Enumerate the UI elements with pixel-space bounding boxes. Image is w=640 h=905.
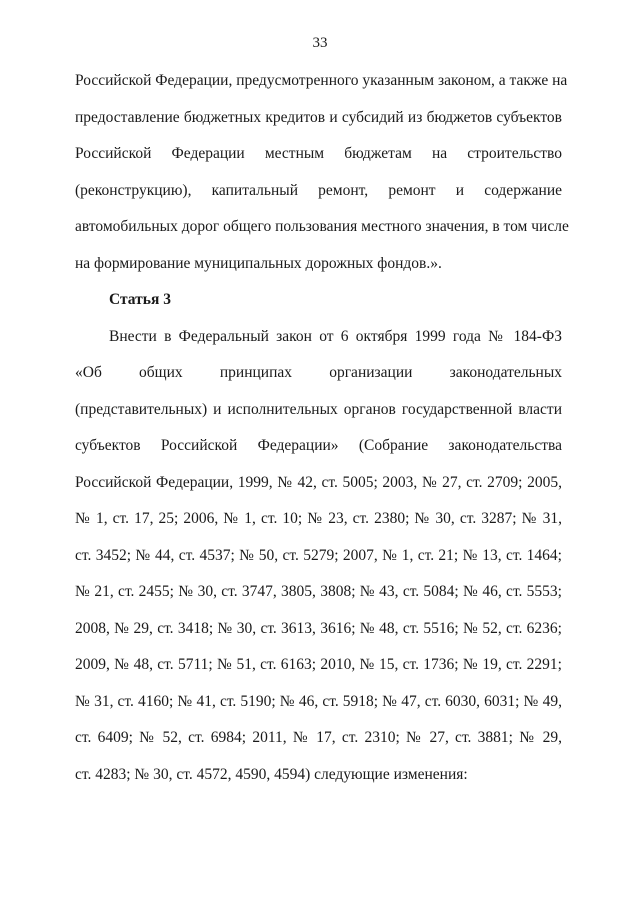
document-body xyxy=(75,71,569,801)
text-line: № 21, ст. 2455; № 30, ст. 3747, 3805, 3808; № 43, ст. 5084; № 46, ст. 5553; xyxy=(75,583,562,600)
text-line: ст. 6409; № 52, ст. 6984; 2011, № 17, ст. 2310; № 27, ст. 3881; № 29, xyxy=(75,729,562,746)
paragraph-amendments xyxy=(75,327,562,802)
paragraph-continued xyxy=(75,71,569,290)
text-line: Российской Федерации, 1999, № 42, ст. 5005; 2003, № 27, ст. 2709; 2005, xyxy=(75,473,562,491)
text-line: на формирование муниципальных дорожных фондов.». xyxy=(75,254,442,272)
text-line: 2008, № 29, ст. 3418; № 30, ст. 3613, 3616; № 48, ст. 5516; № 52, ст. 6236; xyxy=(75,619,562,637)
text-line: (представительных) и исполнительных органов государственной власти xyxy=(75,400,562,418)
text-line: автомобильных дорог общего пользования местного значения, в том числе xyxy=(75,218,569,235)
text-line: предоставление бюджетных кредитов и субсидий из бюджетов субъектов xyxy=(75,108,562,126)
article-heading: Статья 3 xyxy=(109,291,171,308)
text-line: субъектов Российской Федерации» (Собрание законодательства xyxy=(75,437,562,454)
text-line: ст. 4283; № 30, ст. 4572, 4590, 4594) следующие изменения: xyxy=(75,765,468,783)
text-line: 2009, № 48, ст. 5711; № 51, ст. 6163; 2010, № 15, ст. 1736; № 19, ст. 2291; xyxy=(75,656,562,673)
text-line: № 31, ст. 4160; № 41, ст. 5190; № 46, ст. 5918; № 47, ст. 6030, 6031; № 49, xyxy=(75,692,562,710)
text-line: № 1, ст. 17, 25; 2006, № 1, ст. 10; № 23, ст. 2380; № 30, ст. 3287; № 31, xyxy=(75,510,562,527)
text-line: (реконструкцию), капитальный ремонт, ремонт и содержание xyxy=(75,181,562,199)
text-line: Российской Федерации, предусмотренного указанным законом, а также на xyxy=(75,72,568,89)
text-line: «Об общих принципах организации законодательных xyxy=(75,364,562,381)
text-line: Российской Федерации местным бюджетам на строительство xyxy=(75,145,562,162)
text-line: ст. 3452; № 44, ст. 4537; № 50, ст. 5279; 2007, № 1, ст. 21; № 13, ст. 1464; xyxy=(75,546,562,564)
page-number: 33 xyxy=(312,35,328,51)
text-line: Внести в Федеральный закон от 6 октября 1999 года № 184-ФЗ xyxy=(109,327,562,345)
